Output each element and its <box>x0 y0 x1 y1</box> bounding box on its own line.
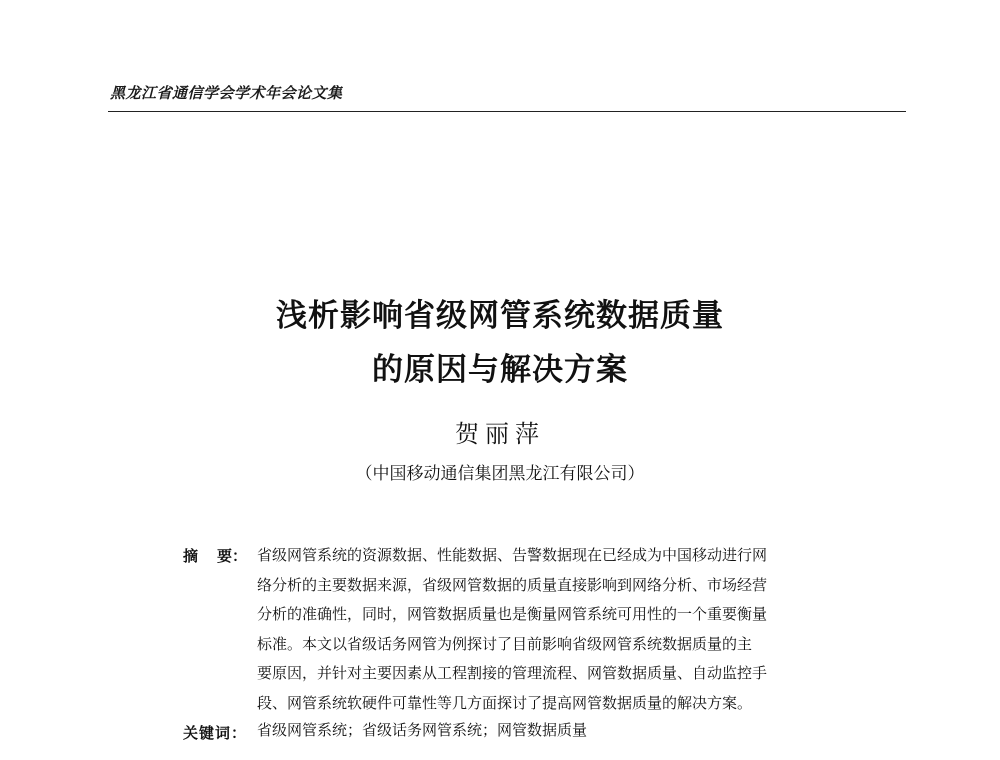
keywords-label: 关键词： <box>183 724 248 742</box>
abstract-label-part-1: 摘 <box>183 547 199 565</box>
abstract-line: 要原因，并针对主要因素从工程割接的管理流程、网管数据质量、自动监控手 <box>257 664 768 682</box>
author-name: 贺丽萍 <box>455 420 545 448</box>
keywords-text: 省级网管系统；省级话务网管系统；网管数据质量 <box>257 721 588 739</box>
abstract-body <box>257 541 857 718</box>
abstract-line: 分析的准确性，同时，网管数据质量也是衡量网管系统可用性的一个重要衡量 <box>257 605 768 623</box>
abstract-line: 标准。本文以省级话务网管为例探讨了目前影响省级网管系统数据质量的主 <box>257 634 753 653</box>
author-affiliation: （中国移动通信集团黑龙江有限公司） <box>355 464 645 484</box>
abstract-line: 络分析的主要数据来源，省级网管数据的质量直接影响到网络分析、市场经营 <box>257 575 768 594</box>
paper-title-line-2: 的原因与解决方案 <box>372 352 628 388</box>
abstract-label <box>183 545 253 566</box>
header-rule <box>108 111 906 112</box>
abstract-label-part-2: 要： <box>217 547 248 565</box>
abstract-line: 段、网管系统软硬件可靠性等几方面探讨了提高网管数据质量的解决方案。 <box>257 693 753 712</box>
running-header: 黑龙江省通信学会学术年会论文集 <box>110 84 343 102</box>
abstract-line: 省级网管系统的资源数据、性能数据、告警数据现在已经成为中国移动进行网 <box>257 546 768 564</box>
paper-title-line-1: 浅析影响省级网管系统数据质量 <box>276 298 724 334</box>
